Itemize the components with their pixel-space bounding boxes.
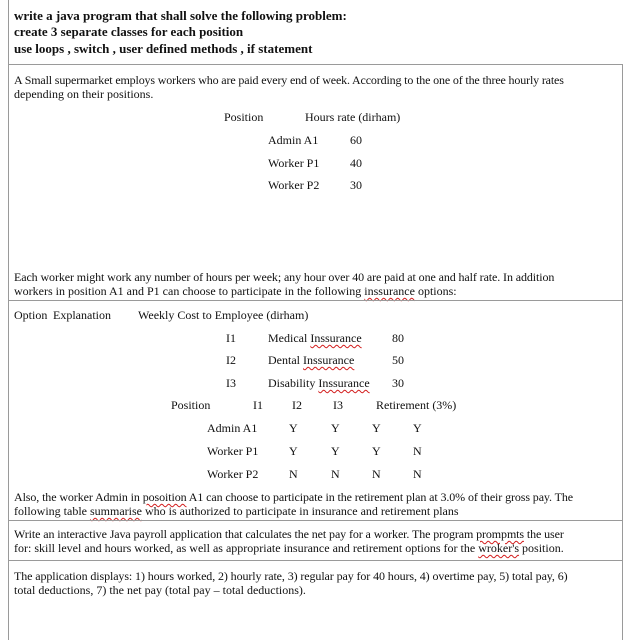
retirement-line-1: Also, the worker Admin in posoition A1 can choose to participate in the retirement plan at 3.0% of their gross pay. The [14,490,573,504]
eligibility-cell: N [413,444,422,458]
insurance-name: Medical Inssurance [268,331,362,345]
section-divider [8,520,622,521]
right-border [622,64,623,640]
rates-header-rate: Hours rate (dirham) [305,110,401,124]
insurance-name: Disability Inssurance [268,376,370,390]
insurance-name: Dental Inssurance [268,353,355,367]
header-line-3: use loops , switch , user defined methods , if statement [14,41,313,56]
eligibility-header-retirement: Retirement (3%) [376,398,457,412]
eligibility-cell: N [372,467,381,481]
eligibility-cell: Y [289,421,298,435]
eligibility-cell: N [331,467,340,481]
rates-row-position: Worker P2 [268,178,320,192]
section-divider [8,560,622,561]
eligibility-header-position: Position [171,398,211,412]
insurance-code: I2 [226,353,236,367]
section-divider [8,300,622,301]
spelling-error: Inssurance [310,331,362,345]
intro-line-1: A Small supermarket employs workers who are paid every end of week. According to the one of the three hourly rates [14,73,564,87]
spelling-error: Inssurance [303,353,355,367]
eligibility-header-i1: I1 [253,398,263,412]
rates-row-position: Admin A1 [268,133,319,147]
eligibility-cell: N [289,467,298,481]
eligibility-cell: Y [372,444,381,458]
eligibility-row-position: Admin A1 [207,421,258,435]
options-header-weekly-cost: Weekly Cost to Employee (dirham) [138,308,309,322]
overtime-line-1: Each worker might work any number of hours per week; any hour over 40 are paid at one and half rate. In addition [14,270,555,284]
insurance-cost: 30 [392,376,404,390]
insurance-code: I1 [226,331,236,345]
insurance-code: I3 [226,376,236,390]
top-divider [8,64,622,65]
eligibility-cell: Y [331,444,340,458]
overtime-line-2: workers in position A1 and P1 can choose to participate in the following inssurance options: [14,284,457,298]
eligibility-cell: Y [289,444,298,458]
rates-row-position: Worker P1 [268,156,320,170]
rates-row-rate: 60 [350,133,362,147]
task-line-2: for: skill level and hours worked, as well as appropriate insurance and retirement options for the wroker's position. [14,541,564,555]
intro-line-2: depending on their positions. [14,87,154,101]
insurance-cost: 50 [392,353,404,367]
left-border [8,0,9,640]
spelling-error: inssurance [364,284,415,298]
insurance-cost: 80 [392,331,404,345]
options-header-option: Option [14,308,48,322]
rates-row-rate: 40 [350,156,362,170]
eligibility-row-position: Worker P2 [207,467,259,481]
eligibility-cell: Y [372,421,381,435]
eligibility-cell: Y [331,421,340,435]
spelling-error: wroker's [478,541,520,555]
retirement-line-2: following table summarise who is authorized to participate in insurance and retirement plans [14,504,459,518]
rates-header-position: Position [224,110,264,124]
options-header-explanation: Explanation [53,308,111,322]
header-line-2: create 3 separate classes for each position [14,24,244,39]
eligibility-header-i2: I2 [292,398,302,412]
display-line-1: The application displays: 1) hours worked, 2) hourly rate, 3) regular pay for 40 hours, 4) overtime pay, 5) total pay, 6) [14,569,568,583]
eligibility-cell: Y [413,421,422,435]
eligibility-row-position: Worker P1 [207,444,259,458]
spelling-error: Inssurance [318,376,370,390]
rates-row-rate: 30 [350,178,362,192]
eligibility-header-i3: I3 [333,398,343,412]
spelling-error: summarise [89,504,142,518]
task-line-1: Write an interactive Java payroll application that calculates the net pay for a worker. The program prompmts the user [14,527,564,541]
eligibility-cell: N [413,467,422,481]
spelling-error: posoition [142,490,187,504]
display-line-2: total deductions, 7) the net pay (total pay – total deductions). [14,583,306,597]
header-line-1: write a java program that shall solve the following problem: [14,8,347,23]
spelling-error: prompmts [476,527,524,541]
